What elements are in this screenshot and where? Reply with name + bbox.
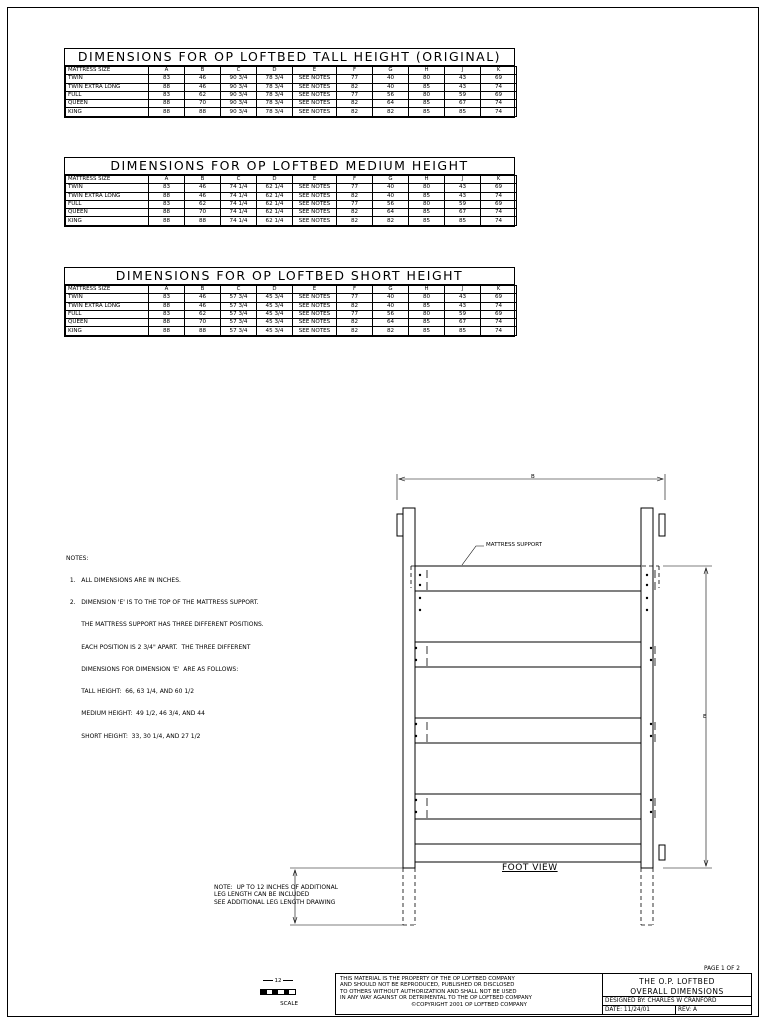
table-cell: 46: [185, 75, 221, 83]
table-cell: 45 3/4: [257, 327, 293, 335]
table-cell: 43: [445, 75, 481, 83]
table-cell: 83: [149, 75, 185, 83]
table-cell: KING: [66, 217, 149, 225]
table-cell: 90 3/4: [221, 75, 257, 83]
copyright-line: ©COPYRIGHT 2001 OP LOFTBED COMPANY: [411, 1001, 527, 1008]
copyright-line: TO OTHERS WITHOUT AUTHORIZATION AND SHALL NOT BE USED: [340, 988, 517, 995]
table-cell: QUEEN: [66, 100, 149, 108]
table-cell: 70: [185, 319, 221, 327]
table-cell: 88: [149, 83, 185, 91]
table-cell: 74 1/4: [221, 184, 257, 192]
header-cell: F: [337, 67, 373, 75]
table-cell: SEE NOTES: [293, 302, 337, 310]
table-cell: 82: [337, 192, 373, 200]
table-cell: 45 3/4: [257, 310, 293, 318]
copyright-line: IN ANY WAY AGAINST OR DETRIMENTAL TO THE OP LOFTBED COMPANY: [340, 995, 532, 1002]
table-cell: 78 3/4: [257, 100, 293, 108]
table-cell: TWIN EXTRA LONG: [66, 83, 149, 91]
table-cell: KING: [66, 327, 149, 335]
header-cell: J: [445, 286, 481, 294]
table-cell: 70: [185, 100, 221, 108]
table-cell: 67: [445, 209, 481, 217]
drawing-title: THE O.P. LOFTBED: [639, 977, 715, 986]
header-cell: J: [445, 67, 481, 75]
table-cell: 43: [445, 294, 481, 302]
scale-graphic: [260, 989, 296, 995]
table-cell: 69: [481, 200, 517, 208]
table-cell: 46: [185, 83, 221, 91]
table-cell: SEE NOTES: [293, 217, 337, 225]
table-cell: 57 3/4: [221, 302, 257, 310]
table-cell: 78 3/4: [257, 75, 293, 83]
header-cell: MATTRESS SIZE: [66, 176, 149, 184]
table-cell: 82: [373, 108, 409, 116]
table-cell: 80: [409, 75, 445, 83]
note-line: TALL HEIGHT: 66, 63 1/4, AND 60 1/2: [66, 688, 195, 696]
table-cell: 85: [409, 192, 445, 200]
table-cell: 82: [337, 319, 373, 327]
table-cell: 62 1/4: [257, 209, 293, 217]
table-cell: 64: [373, 319, 409, 327]
table-cell: 83: [149, 310, 185, 318]
table-cell: 45 3/4: [257, 302, 293, 310]
table-cell: TWIN EXTRA LONG: [66, 302, 149, 310]
table-cell: SEE NOTES: [293, 108, 337, 116]
date: DATE: 11/24/01: [605, 1007, 650, 1013]
table-cell: 74: [481, 327, 517, 335]
table-cell: 67: [445, 319, 481, 327]
table-cell: 74: [481, 83, 517, 91]
table-cell: 69: [481, 184, 517, 192]
table-cell: 62: [185, 200, 221, 208]
table-cell: 46: [185, 294, 221, 302]
table-cell: 59: [445, 310, 481, 318]
header-cell: MATTRESS SIZE: [66, 67, 149, 75]
table-cell: 82: [337, 302, 373, 310]
table-cell: 43: [445, 184, 481, 192]
table-cell: 82: [373, 327, 409, 335]
table-cell: 85: [409, 319, 445, 327]
table-cell: 78 3/4: [257, 108, 293, 116]
leg-note-line: NOTE: UP TO 12 INCHES OF ADDITIONAL: [214, 884, 339, 891]
table-cell: 40: [373, 302, 409, 310]
table-cell: 88: [149, 302, 185, 310]
table-cell: 62 1/4: [257, 200, 293, 208]
table-cell: 46: [185, 192, 221, 200]
table-cell: 74: [481, 217, 517, 225]
table-cell: 77: [337, 91, 373, 99]
table-cell: 74: [481, 319, 517, 327]
table-cell: 74: [481, 209, 517, 217]
table-cell: SEE NOTES: [293, 184, 337, 192]
table-cell: 40: [373, 192, 409, 200]
header-cell: E: [293, 286, 337, 294]
table-cell: 74 1/4: [221, 200, 257, 208]
table-cell: 85: [445, 108, 481, 116]
table-cell: 74: [481, 302, 517, 310]
header-cell: H: [409, 67, 445, 75]
scale-label: SCALE: [280, 1001, 298, 1007]
table-cell: 77: [337, 200, 373, 208]
table-cell: 83: [149, 184, 185, 192]
table-cell: 88: [149, 209, 185, 217]
note-line: 2. DIMENSION 'E' IS TO THE TOP OF THE MATTRESS SUPPORT.: [66, 599, 259, 607]
table-cell: 70: [185, 209, 221, 217]
table-cell: 82: [373, 217, 409, 225]
dimension-e-label: E: [703, 714, 707, 720]
header-cell: C: [221, 176, 257, 184]
scale-number: [258, 978, 298, 984]
note-line: SHORT HEIGHT: 33, 30 1/4, AND 27 1/2: [66, 732, 201, 740]
table-cell: 78 3/4: [257, 83, 293, 91]
table-cell: TWIN EXTRA LONG: [66, 192, 149, 200]
date-rev-row: [603, 1005, 751, 1014]
table-cell: 46: [185, 184, 221, 192]
table-cell: TWIN: [66, 184, 149, 192]
table-cell: SEE NOTES: [293, 310, 337, 318]
table-cell: 69: [481, 75, 517, 83]
table-cell: 67: [445, 100, 481, 108]
table-cell: SEE NOTES: [293, 319, 337, 327]
table-cell: 40: [373, 75, 409, 83]
table-cell: 85: [409, 108, 445, 116]
table-cell: 77: [337, 310, 373, 318]
scale-bar: [258, 978, 298, 1012]
page-number: PAGE 1 OF 2: [704, 966, 740, 972]
table-cell: 62 1/4: [257, 192, 293, 200]
table-cell: 64: [373, 209, 409, 217]
header-cell: K: [481, 176, 517, 184]
table-cell: SEE NOTES: [293, 100, 337, 108]
note-line: MEDIUM HEIGHT: 49 1/2, 46 3/4, AND 44: [66, 710, 205, 718]
table-cell: 85: [409, 217, 445, 225]
table-cell: 43: [445, 83, 481, 91]
scale-arrow-right: [283, 980, 293, 981]
header-cell: H: [409, 176, 445, 184]
leg-note-line: LEG LENGTH CAN BE INCLUDED: [214, 891, 310, 899]
table-cell: TWIN: [66, 75, 149, 83]
table-cell: 62: [185, 310, 221, 318]
table-cell: SEE NOTES: [293, 83, 337, 91]
table-cell: 85: [445, 217, 481, 225]
table-cell: SEE NOTES: [293, 192, 337, 200]
table-cell: 56: [373, 200, 409, 208]
table-cell: KING: [66, 108, 149, 116]
table-cell: 69: [481, 310, 517, 318]
table-cell: 43: [445, 302, 481, 310]
header-cell: G: [373, 286, 409, 294]
table-cell: 80: [409, 310, 445, 318]
table-title: DIMENSIONS FOR OP LOFTBED MEDIUM HEIGHT: [65, 158, 514, 175]
table-cell: SEE NOTES: [293, 91, 337, 99]
header-cell: D: [257, 67, 293, 75]
table-cell: 90 3/4: [221, 108, 257, 116]
header-cell: J: [445, 176, 481, 184]
table-cell: QUEEN: [66, 319, 149, 327]
table-cell: FULL: [66, 310, 149, 318]
note-line: THE MATTRESS SUPPORT HAS THREE DIFFERENT POSITIONS.: [66, 621, 264, 629]
table-cell: 85: [409, 83, 445, 91]
header-cell: D: [257, 176, 293, 184]
table-cell: 56: [373, 310, 409, 318]
table-cell: 90 3/4: [221, 100, 257, 108]
table-cell: 40: [373, 184, 409, 192]
copyright-line: AND SHOULD NOT BE REPRODUCED, PUBLISHED OR DISCLOSED: [340, 982, 515, 989]
table-cell: FULL: [66, 200, 149, 208]
scale-number-text: 12: [274, 978, 282, 984]
table-cell: 88: [149, 217, 185, 225]
table-cell: 77: [337, 184, 373, 192]
table-cell: 74: [481, 100, 517, 108]
note-line: EACH POSITION IS 2 3/4" APART. THE THREE DIFFERENT: [66, 643, 251, 651]
header-cell: MATTRESS SIZE: [66, 286, 149, 294]
table-cell: 78 3/4: [257, 91, 293, 99]
table-cell: 90 3/4: [221, 83, 257, 91]
table-cell: 80: [409, 200, 445, 208]
table-cell: SEE NOTES: [293, 327, 337, 335]
table-cell: 74 1/4: [221, 217, 257, 225]
table-title: DIMENSIONS FOR OP LOFTBED SHORT HEIGHT: [65, 268, 514, 285]
table-cell: 46: [185, 302, 221, 310]
table-cell: 88: [149, 100, 185, 108]
header-cell: A: [149, 176, 185, 184]
header-cell: G: [373, 176, 409, 184]
table-cell: 85: [409, 302, 445, 310]
table-cell: 88: [185, 217, 221, 225]
table-cell: 45 3/4: [257, 319, 293, 327]
table-cell: 88: [185, 108, 221, 116]
table-cell: 85: [409, 327, 445, 335]
table-cell: 85: [409, 209, 445, 217]
table-cell: 82: [337, 100, 373, 108]
table-cell: SEE NOTES: [293, 75, 337, 83]
header-cell: C: [221, 67, 257, 75]
table-cell: 82: [337, 108, 373, 116]
table-cell: 88: [149, 319, 185, 327]
table-cell: 90 3/4: [221, 91, 257, 99]
table-cell: 57 3/4: [221, 319, 257, 327]
table-cell: 83: [149, 200, 185, 208]
note-line: DIMENSIONS FOR DIMENSION 'E' ARE AS FOLLOWS:: [66, 665, 239, 673]
header-cell: B: [185, 176, 221, 184]
scale-arrow-left: [263, 980, 273, 981]
header-cell: G: [373, 67, 409, 75]
table-cell: 82: [337, 327, 373, 335]
table-cell: SEE NOTES: [293, 200, 337, 208]
table-cell: 45 3/4: [257, 294, 293, 302]
table-cell: 69: [481, 91, 517, 99]
table-cell: 82: [337, 209, 373, 217]
copyright-line: THIS MATERIAL IS THE PROPERTY OF THE OP LOFTBED COMPANY: [340, 976, 515, 982]
table-cell: 85: [445, 327, 481, 335]
table-cell: 80: [409, 91, 445, 99]
header-cell: B: [185, 286, 221, 294]
designed-by: DESIGNED BY: CHARLES W CRANFORD: [603, 996, 751, 1005]
table-cell: 85: [409, 100, 445, 108]
table-cell: SEE NOTES: [293, 294, 337, 302]
table-cell: 82: [337, 83, 373, 91]
table-cell: 40: [373, 83, 409, 91]
copyright-notice: [336, 974, 603, 1014]
table-cell: 59: [445, 200, 481, 208]
table-cell: 88: [149, 327, 185, 335]
table-cell: 74 1/4: [221, 192, 257, 200]
header-cell: H: [409, 286, 445, 294]
table-cell: 59: [445, 91, 481, 99]
table-cell: 43: [445, 192, 481, 200]
table-cell: 40: [373, 294, 409, 302]
header-cell: A: [149, 67, 185, 75]
drawing-subtitle: OVERALL DIMENSIONS: [630, 987, 724, 996]
table-cell: 77: [337, 294, 373, 302]
table-cell: 57 3/4: [221, 327, 257, 335]
note-line: 1. ALL DIMENSIONS ARE IN INCHES.: [66, 577, 181, 585]
header-cell: E: [293, 176, 337, 184]
header-cell: A: [149, 286, 185, 294]
table-cell: 88: [149, 192, 185, 200]
table-cell: 88: [185, 327, 221, 335]
table-cell: TWIN: [66, 294, 149, 302]
header-cell: C: [221, 286, 257, 294]
table-cell: 57 3/4: [221, 294, 257, 302]
table-cell: 74 1/4: [221, 209, 257, 217]
table-cell: 64: [373, 100, 409, 108]
table-cell: 56: [373, 91, 409, 99]
dimension-b-label: B: [531, 474, 535, 480]
table-cell: 62: [185, 91, 221, 99]
header-cell: B: [185, 67, 221, 75]
leg-note-line: SEE ADDITIONAL LEG LENGTH DRAWING: [214, 898, 336, 906]
header-cell: D: [257, 286, 293, 294]
table-cell: 80: [409, 294, 445, 302]
table-cell: 62 1/4: [257, 184, 293, 192]
header-cell: E: [293, 67, 337, 75]
table-cell: 83: [149, 294, 185, 302]
table-cell: 57 3/4: [221, 310, 257, 318]
table-cell: 83: [149, 91, 185, 99]
foot-view-label: FOOT VIEW: [502, 863, 558, 873]
table-cell: FULL: [66, 91, 149, 99]
revision: REV: A: [675, 1006, 697, 1015]
header-cell: K: [481, 286, 517, 294]
table-cell: QUEEN: [66, 209, 149, 217]
header-cell: K: [481, 67, 517, 75]
note-line: NOTES:: [66, 554, 89, 562]
table-cell: 69: [481, 294, 517, 302]
table-cell: 74: [481, 192, 517, 200]
table-cell: SEE NOTES: [293, 209, 337, 217]
mattress-support-label: MATTRESS SUPPORT: [486, 542, 542, 548]
title-block: [335, 973, 752, 1015]
table-cell: 88: [149, 108, 185, 116]
header-cell: F: [337, 286, 373, 294]
header-cell: F: [337, 176, 373, 184]
table-title: DIMENSIONS FOR OP LOFTBED TALL HEIGHT (ORIGINAL): [65, 49, 514, 66]
table-cell: 80: [409, 184, 445, 192]
table-cell: 77: [337, 75, 373, 83]
title-block-info: [603, 974, 751, 1014]
table-cell: 74: [481, 108, 517, 116]
table-cell: 82: [337, 217, 373, 225]
table-cell: 62 1/4: [257, 217, 293, 225]
